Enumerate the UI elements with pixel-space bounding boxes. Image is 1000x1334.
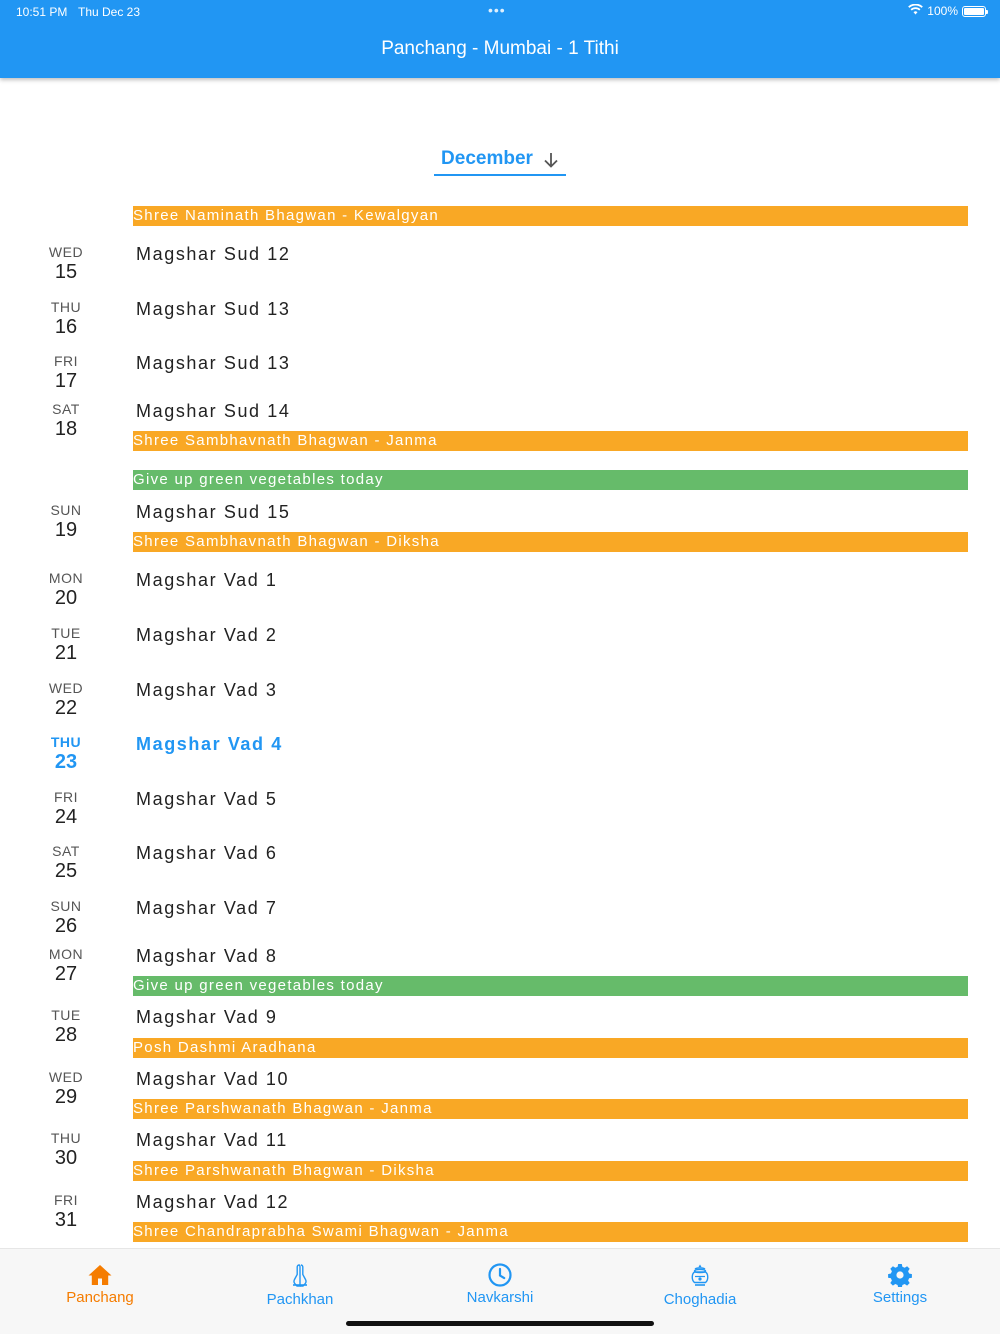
- day-number: 25: [54, 860, 78, 882]
- day-number: 16: [54, 316, 78, 338]
- event-banner: Shree Naminath Bhagwan - Kewalgyan: [133, 206, 968, 226]
- day-cell[interactable]: [30, 244, 102, 284]
- tab-label: Panchang: [66, 1289, 134, 1306]
- tithi-label[interactable]: Magshar Vad 7: [136, 898, 278, 918]
- day-cell[interactable]: [30, 1192, 102, 1232]
- month-selector[interactable]: [434, 148, 566, 176]
- day-cell[interactable]: [30, 680, 102, 720]
- day-number: 15: [54, 261, 78, 283]
- day-of-week: MON: [48, 946, 84, 962]
- day-cell[interactable]: [30, 353, 102, 393]
- tab-panchang[interactable]: [30, 1263, 170, 1306]
- tithi-label[interactable]: Magshar Vad 12: [136, 1192, 290, 1212]
- arrow-down-icon: [543, 152, 559, 174]
- day-number: 29: [54, 1086, 78, 1108]
- tab-label: Choghadia: [663, 1291, 737, 1308]
- event-banner: Shree Parshwanath Bhagwan - Diksha: [133, 1161, 968, 1181]
- page-title: Panchang - Mumbai - 1 Tithi: [381, 38, 619, 59]
- tab-label: Settings: [872, 1289, 928, 1306]
- day-of-week: WED: [48, 244, 84, 260]
- day-cell[interactable]: [30, 946, 102, 986]
- tithi-label[interactable]: Magshar Vad 10: [136, 1069, 290, 1089]
- event-banner: Shree Sambhavnath Bhagwan - Janma: [133, 431, 968, 451]
- tab-settings[interactable]: [830, 1263, 970, 1306]
- day-number: 22: [54, 697, 78, 719]
- day-number: 17: [54, 370, 78, 392]
- tithi-label[interactable]: Magshar Vad 9: [136, 1007, 278, 1027]
- kalash-icon: [630, 1263, 770, 1289]
- day-of-week: TUE: [51, 1007, 81, 1023]
- day-number: 30: [54, 1147, 78, 1169]
- status-time: 10:51 PM: [16, 5, 68, 19]
- day-number: 31: [54, 1209, 78, 1231]
- day-of-week: THU: [50, 299, 82, 315]
- tab-label: Navkarshi: [466, 1289, 534, 1306]
- day-of-week: WED: [48, 680, 84, 696]
- day-of-week: FRI: [53, 1192, 79, 1208]
- multitasking-dots-icon[interactable]: •••: [488, 2, 506, 18]
- day-number: 19: [54, 519, 78, 541]
- day-of-week: SUN: [50, 502, 82, 518]
- clock-icon: [430, 1263, 570, 1287]
- day-of-week: WED: [48, 1069, 84, 1085]
- battery-icon: [962, 6, 986, 17]
- day-number: 21: [54, 642, 78, 664]
- day-of-week: TUE: [51, 625, 81, 641]
- day-cell[interactable]: [30, 843, 102, 883]
- day-of-week: FRI: [53, 353, 79, 369]
- day-cell[interactable]: [30, 401, 102, 441]
- tab-choghadia[interactable]: [630, 1263, 770, 1308]
- day-of-week: THU: [50, 734, 82, 750]
- home-icon: [30, 1263, 170, 1287]
- day-of-week: THU: [50, 1130, 82, 1146]
- day-cell[interactable]: [30, 625, 102, 665]
- reminder-banner: Give up green vegetables today: [133, 470, 968, 490]
- day-of-week: FRI: [53, 789, 79, 805]
- day-cell[interactable]: [30, 299, 102, 339]
- day-of-week: SAT: [52, 401, 80, 417]
- event-banner: Shree Parshwanath Bhagwan - Janma: [133, 1099, 968, 1119]
- tithi-label[interactable]: Magshar Sud 13: [136, 353, 291, 373]
- tithi-label[interactable]: Magshar Vad 1: [136, 570, 278, 590]
- day-cell[interactable]: [30, 1069, 102, 1109]
- day-of-week: SAT: [52, 843, 80, 859]
- tithi-label[interactable]: Magshar Sud 13: [136, 299, 291, 319]
- event-banner: Posh Dashmi Aradhana: [133, 1038, 968, 1058]
- day-of-week: SUN: [50, 898, 82, 914]
- tab-navkarshi[interactable]: [430, 1263, 570, 1306]
- tithi-label[interactable]: Magshar Sud 14: [136, 401, 291, 421]
- day-cell[interactable]: [30, 1007, 102, 1047]
- day-cell[interactable]: [30, 502, 102, 542]
- day-cell-today[interactable]: [30, 734, 102, 774]
- day-number: 24: [54, 806, 78, 828]
- day-of-week: MON: [48, 570, 84, 586]
- status-date: Thu Dec 23: [78, 5, 141, 19]
- day-cell[interactable]: [30, 789, 102, 829]
- tithi-label[interactable]: Magshar Vad 5: [136, 789, 278, 809]
- tithi-label[interactable]: Magshar Sud 15: [136, 502, 291, 522]
- tithi-label[interactable]: Magshar Sud 12: [136, 244, 291, 264]
- battery-percent: 100%: [927, 4, 958, 18]
- day-number: 20: [54, 587, 78, 609]
- tithi-label[interactable]: Magshar Vad 6: [136, 843, 278, 863]
- day-number: 27: [54, 963, 78, 985]
- day-number: 26: [54, 915, 78, 937]
- home-indicator[interactable]: [346, 1321, 654, 1326]
- day-number: 28: [54, 1024, 78, 1046]
- event-banner: Shree Chandraprabha Swami Bhagwan - Janma: [133, 1222, 968, 1242]
- day-number: 23: [54, 751, 78, 773]
- reminder-banner: Give up green vegetables today: [133, 976, 968, 996]
- wifi-icon: [908, 4, 923, 18]
- status-right: [908, 4, 986, 18]
- app-header: [0, 0, 1000, 78]
- tithi-label[interactable]: Magshar Vad 2: [136, 625, 278, 645]
- day-cell[interactable]: [30, 570, 102, 610]
- day-cell[interactable]: [30, 1130, 102, 1170]
- day-number: 18: [54, 418, 78, 440]
- tab-label: Pachkhan: [266, 1291, 334, 1308]
- tithi-label[interactable]: Magshar Vad 3: [136, 680, 278, 700]
- tithi-label[interactable]: Magshar Vad 8: [136, 946, 278, 966]
- praying-hands-icon: [230, 1263, 370, 1289]
- day-cell[interactable]: [30, 898, 102, 938]
- event-banner: Shree Sambhavnath Bhagwan - Diksha: [133, 532, 968, 552]
- tithi-label[interactable]: Magshar Vad 11: [136, 1130, 288, 1150]
- tab-pachkhan[interactable]: [230, 1263, 370, 1308]
- tithi-label-today[interactable]: Magshar Vad 4: [136, 734, 283, 754]
- month-label: December: [441, 148, 533, 169]
- gear-icon: [830, 1263, 970, 1287]
